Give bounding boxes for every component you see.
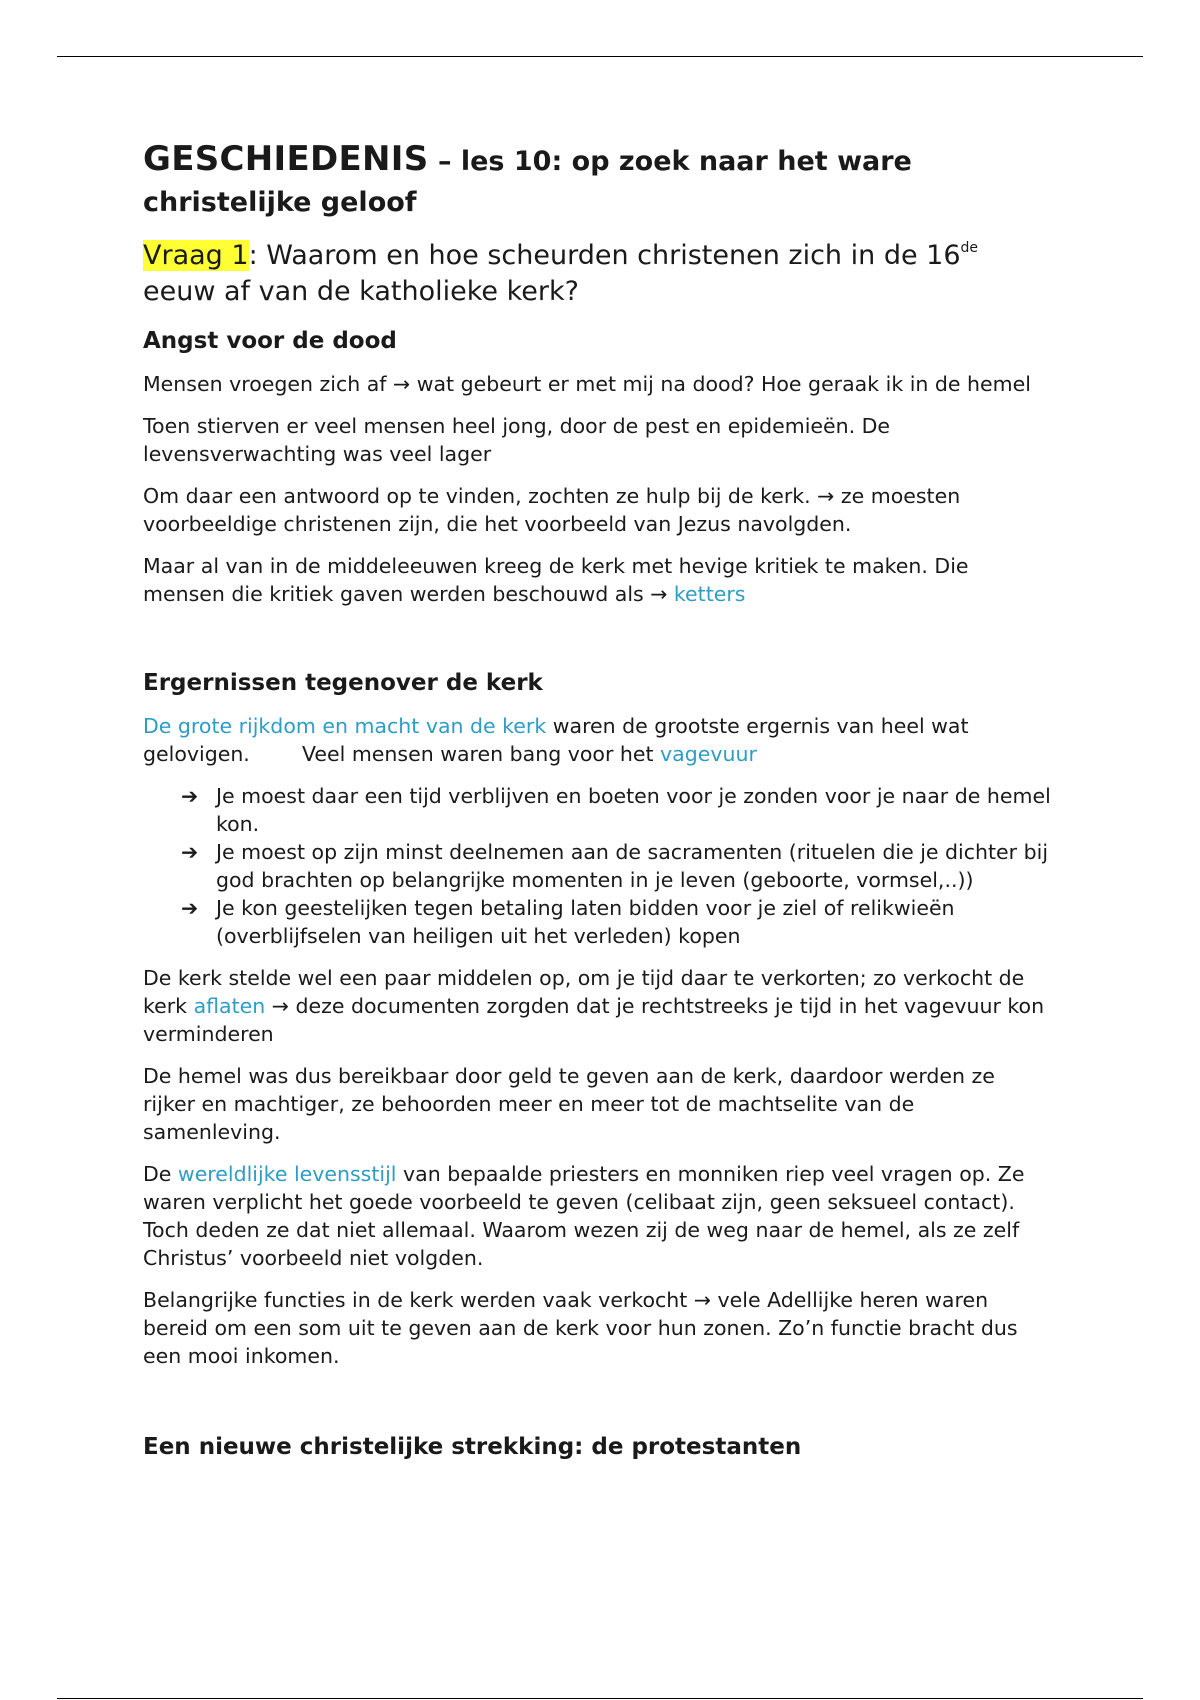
title-rest-line2: christelijke geloof bbox=[143, 187, 417, 218]
question-text-part1: : Waarom en hoe scheurden christenen zich in de 16 bbox=[248, 240, 961, 271]
list-item bbox=[181, 782, 1053, 838]
paragraph bbox=[143, 964, 1053, 1048]
title-main: GESCHIEDENIS bbox=[143, 139, 429, 179]
term-wereldlijke-levensstijl: wereldlijke levensstijl bbox=[177, 1162, 397, 1186]
paragraph: Mensen vroegen zich af → wat gebeurt er met mij na dood? Hoe geraak ik in de hemel bbox=[143, 372, 1031, 396]
arrow-list bbox=[143, 782, 1053, 950]
list-item bbox=[181, 838, 1053, 894]
list-item bbox=[181, 894, 1053, 950]
paragraph bbox=[143, 712, 1053, 768]
document-body bbox=[143, 140, 1053, 1462]
term-rijkdom-macht: De grote rijkdom en macht van de kerk bbox=[143, 714, 547, 738]
term-vagevuur: vagevuur bbox=[660, 742, 757, 766]
question-superscript: de bbox=[960, 240, 979, 256]
heading-angst-voor-de-dood: Angst voor de dood bbox=[143, 328, 397, 354]
question-label-highlight: Vraag 1 bbox=[143, 240, 249, 271]
page-top-rule bbox=[57, 56, 1143, 57]
paragraph-text: De kerk stelde wel een paar middelen op, om je tijd daar te verkorten; zo verkocht de kerk bbox=[143, 966, 1025, 1018]
paragraph: De hemel was dus bereikbaar door geld te geven aan de kerk, daardoor werden ze rijker en machtiger, ze behoorden meer en meer tot de machtselite van de samenleving. bbox=[143, 1064, 995, 1144]
paragraph: Om daar een antwoord op te vinden, zochten ze hulp bij de kerk. → ze moesten voorbeeldige christenen zijn, die het voorbeeld van Jezus navolgden. bbox=[143, 484, 961, 536]
arrow-bullet-icon: ➔ bbox=[181, 840, 199, 864]
title-rest-line1: – les 10: op zoek naar het ware bbox=[428, 146, 912, 177]
page-bottom-rule bbox=[57, 1698, 1143, 1699]
arrow-bullet-icon: ➔ bbox=[181, 784, 199, 808]
question-text-part2: eeuw af van de katholieke kerk? bbox=[143, 276, 579, 307]
heading-ergernissen: Ergernissen tegenover de kerk bbox=[143, 670, 543, 696]
term-aflaten: aflaten bbox=[193, 994, 266, 1018]
paragraph bbox=[143, 1160, 1053, 1272]
paragraph-text: waren de grootste ergernis van heel wat gelovigen. Veel mensen waren bang voor het bbox=[143, 714, 976, 766]
paragraph: Toen stierven er veel mensen heel jong, door de pest en epidemieën. De levensverwachting was veel lager bbox=[143, 414, 891, 466]
paragraph-text: Maar al van in de middeleeuwen kreeg de kerk met hevige kritiek te maken. Die mensen die kritiek gaven werden beschouwd als → bbox=[143, 554, 969, 606]
paragraph-text: De bbox=[143, 1162, 178, 1186]
heading-protestanten: Een nieuwe christelijke strekking: de protestanten bbox=[143, 1434, 802, 1460]
paragraph: Belangrijke functies in de kerk werden vaak verkocht → vele Adellijke heren waren bereid om een som uit te geven aan de kerk voor hun zonen. Zo’n functie bracht dus een mooi inkomen. bbox=[143, 1288, 1018, 1368]
list-item-text: Je moest daar een tijd verblijven en boeten voor je zonden voor je naar de hemel kon. bbox=[216, 784, 1051, 836]
paragraph-text: van bepaalde priesters en monniken riep veel vragen op. Ze waren verplicht het goede voorbeeld te geven (celibaat zijn, geen seksueel contact). Toch deden ze dat niet allemaal. Waarom wezen zij de weg naar de hemel, als ze zelf Christus’ voorbeeld niet volgden. bbox=[143, 1162, 1025, 1270]
list-item-text: Je kon geestelijken tegen betaling laten bidden voor je ziel of relikwieën (overblijfselen van heiligen uit het verleden) kopen bbox=[216, 896, 955, 948]
question-1 bbox=[143, 238, 1053, 310]
term-ketters: ketters bbox=[673, 582, 746, 606]
list-item-text: Je moest op zijn minst deelnemen aan de sacramenten (rituelen die je dichter bij god brachten op belangrijke momenten in je leven (geboorte, vormsel,..)) bbox=[216, 840, 1049, 892]
paragraph bbox=[143, 552, 1053, 608]
paragraph-text: → deze documenten zorgden dat je rechtstreeks je tijd in het vagevuur kon verminderen bbox=[143, 994, 1045, 1046]
arrow-bullet-icon: ➔ bbox=[181, 896, 199, 920]
page-title bbox=[143, 140, 1053, 222]
